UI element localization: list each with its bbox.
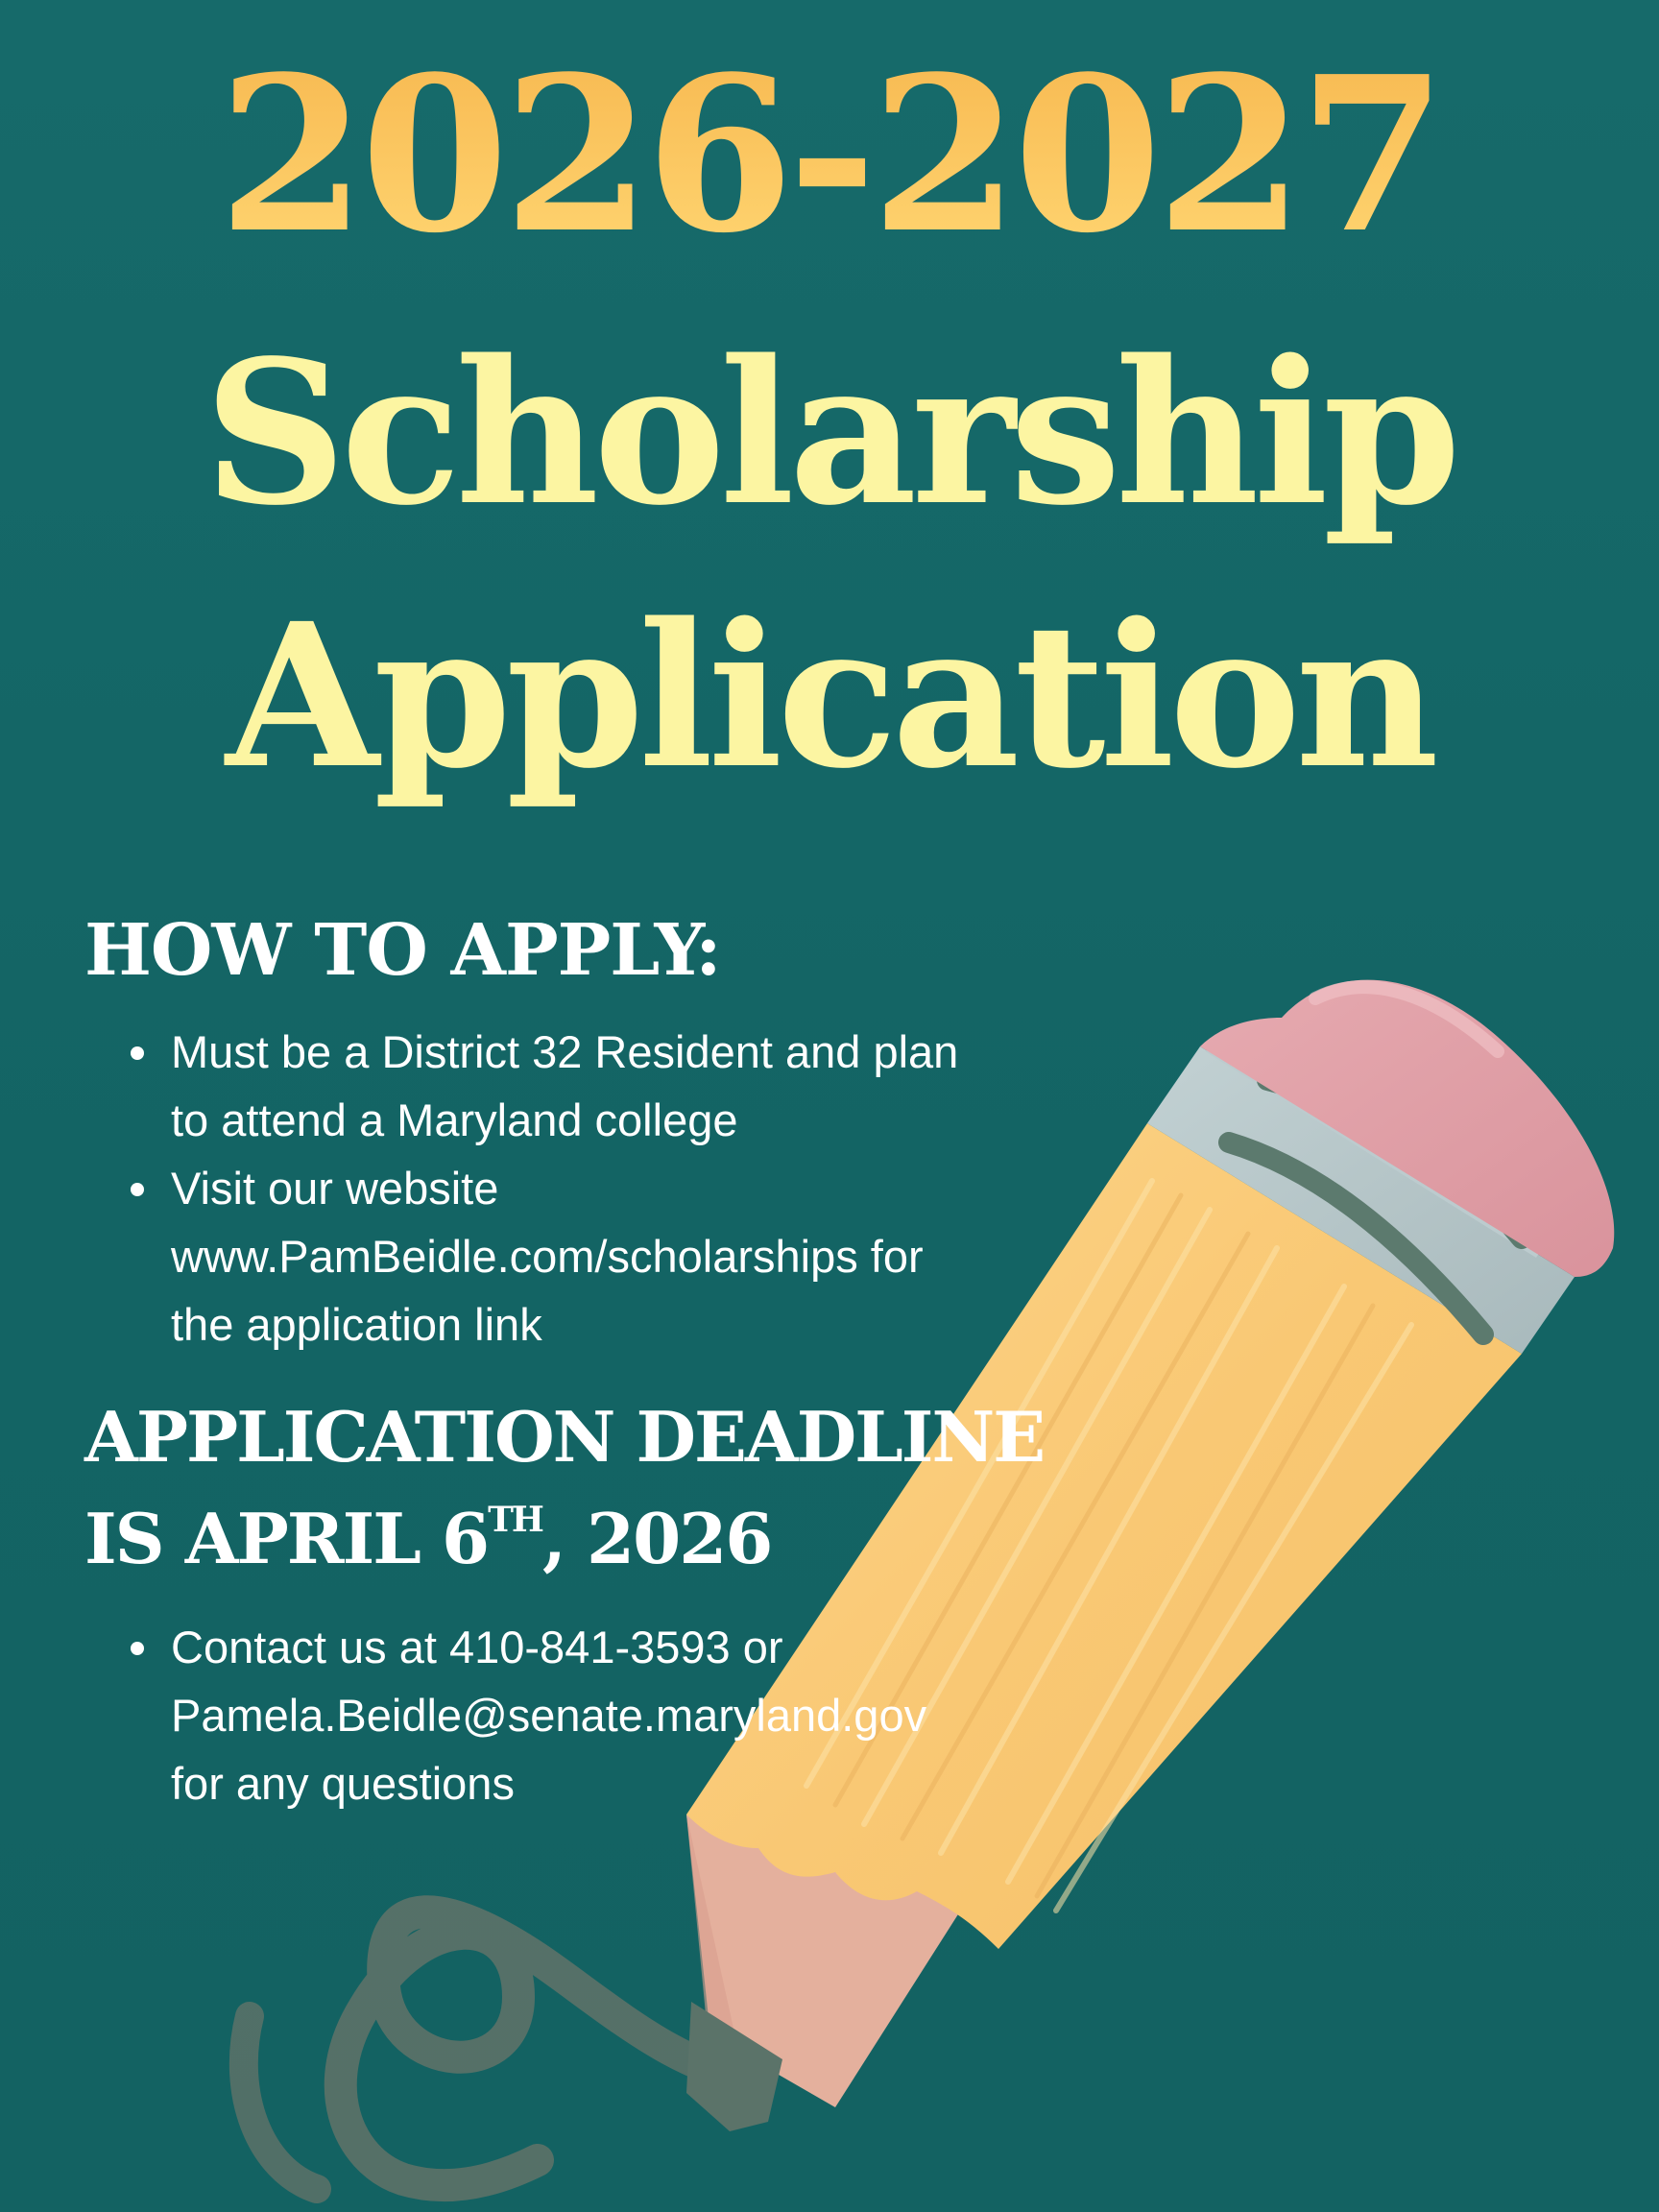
deadline-date-suffix: , 2026 (541, 1498, 772, 1579)
deadline-line-1: APPLICATION DEADLINE (84, 1396, 1045, 1478)
scholarship-title: Scholarship (204, 317, 1455, 549)
website-url[interactable]: www.PamBeidle.com/scholarships for (171, 1231, 924, 1282)
website-line-3: the application link (171, 1299, 542, 1350)
deadline-date-superscript: TH (488, 1500, 542, 1540)
contact-line-3: for any questions (171, 1758, 515, 1809)
requirement-line-1: Must be a District 32 Resident and plan (171, 1026, 959, 1077)
contact-phone-line[interactable]: Contact us at 410-841-3593 or (171, 1622, 783, 1672)
year-range-title: 2026-2027 (0, 40, 1659, 271)
requirement-line-2: to attend a Maryland college (171, 1094, 738, 1145)
pencil-squiggle-tail (244, 2016, 317, 2189)
application-title: Application (226, 580, 1433, 812)
contact-email[interactable]: Pamela.Beidle@senate.maryland.gov (171, 1690, 927, 1741)
deadline-line-2 (84, 1488, 1044, 1590)
deadline-date-prefix: IS APRIL 6 (84, 1498, 489, 1579)
list-item (125, 1154, 958, 1358)
list-item (125, 1018, 958, 1154)
website-line-1: Visit our website (171, 1163, 499, 1214)
how-to-apply-heading: HOW TO APPLY: (84, 909, 721, 992)
deadline-heading (84, 1386, 1044, 1590)
how-to-apply-list (125, 1018, 958, 1358)
contact-list (125, 1613, 926, 1817)
list-item (125, 1613, 926, 1817)
